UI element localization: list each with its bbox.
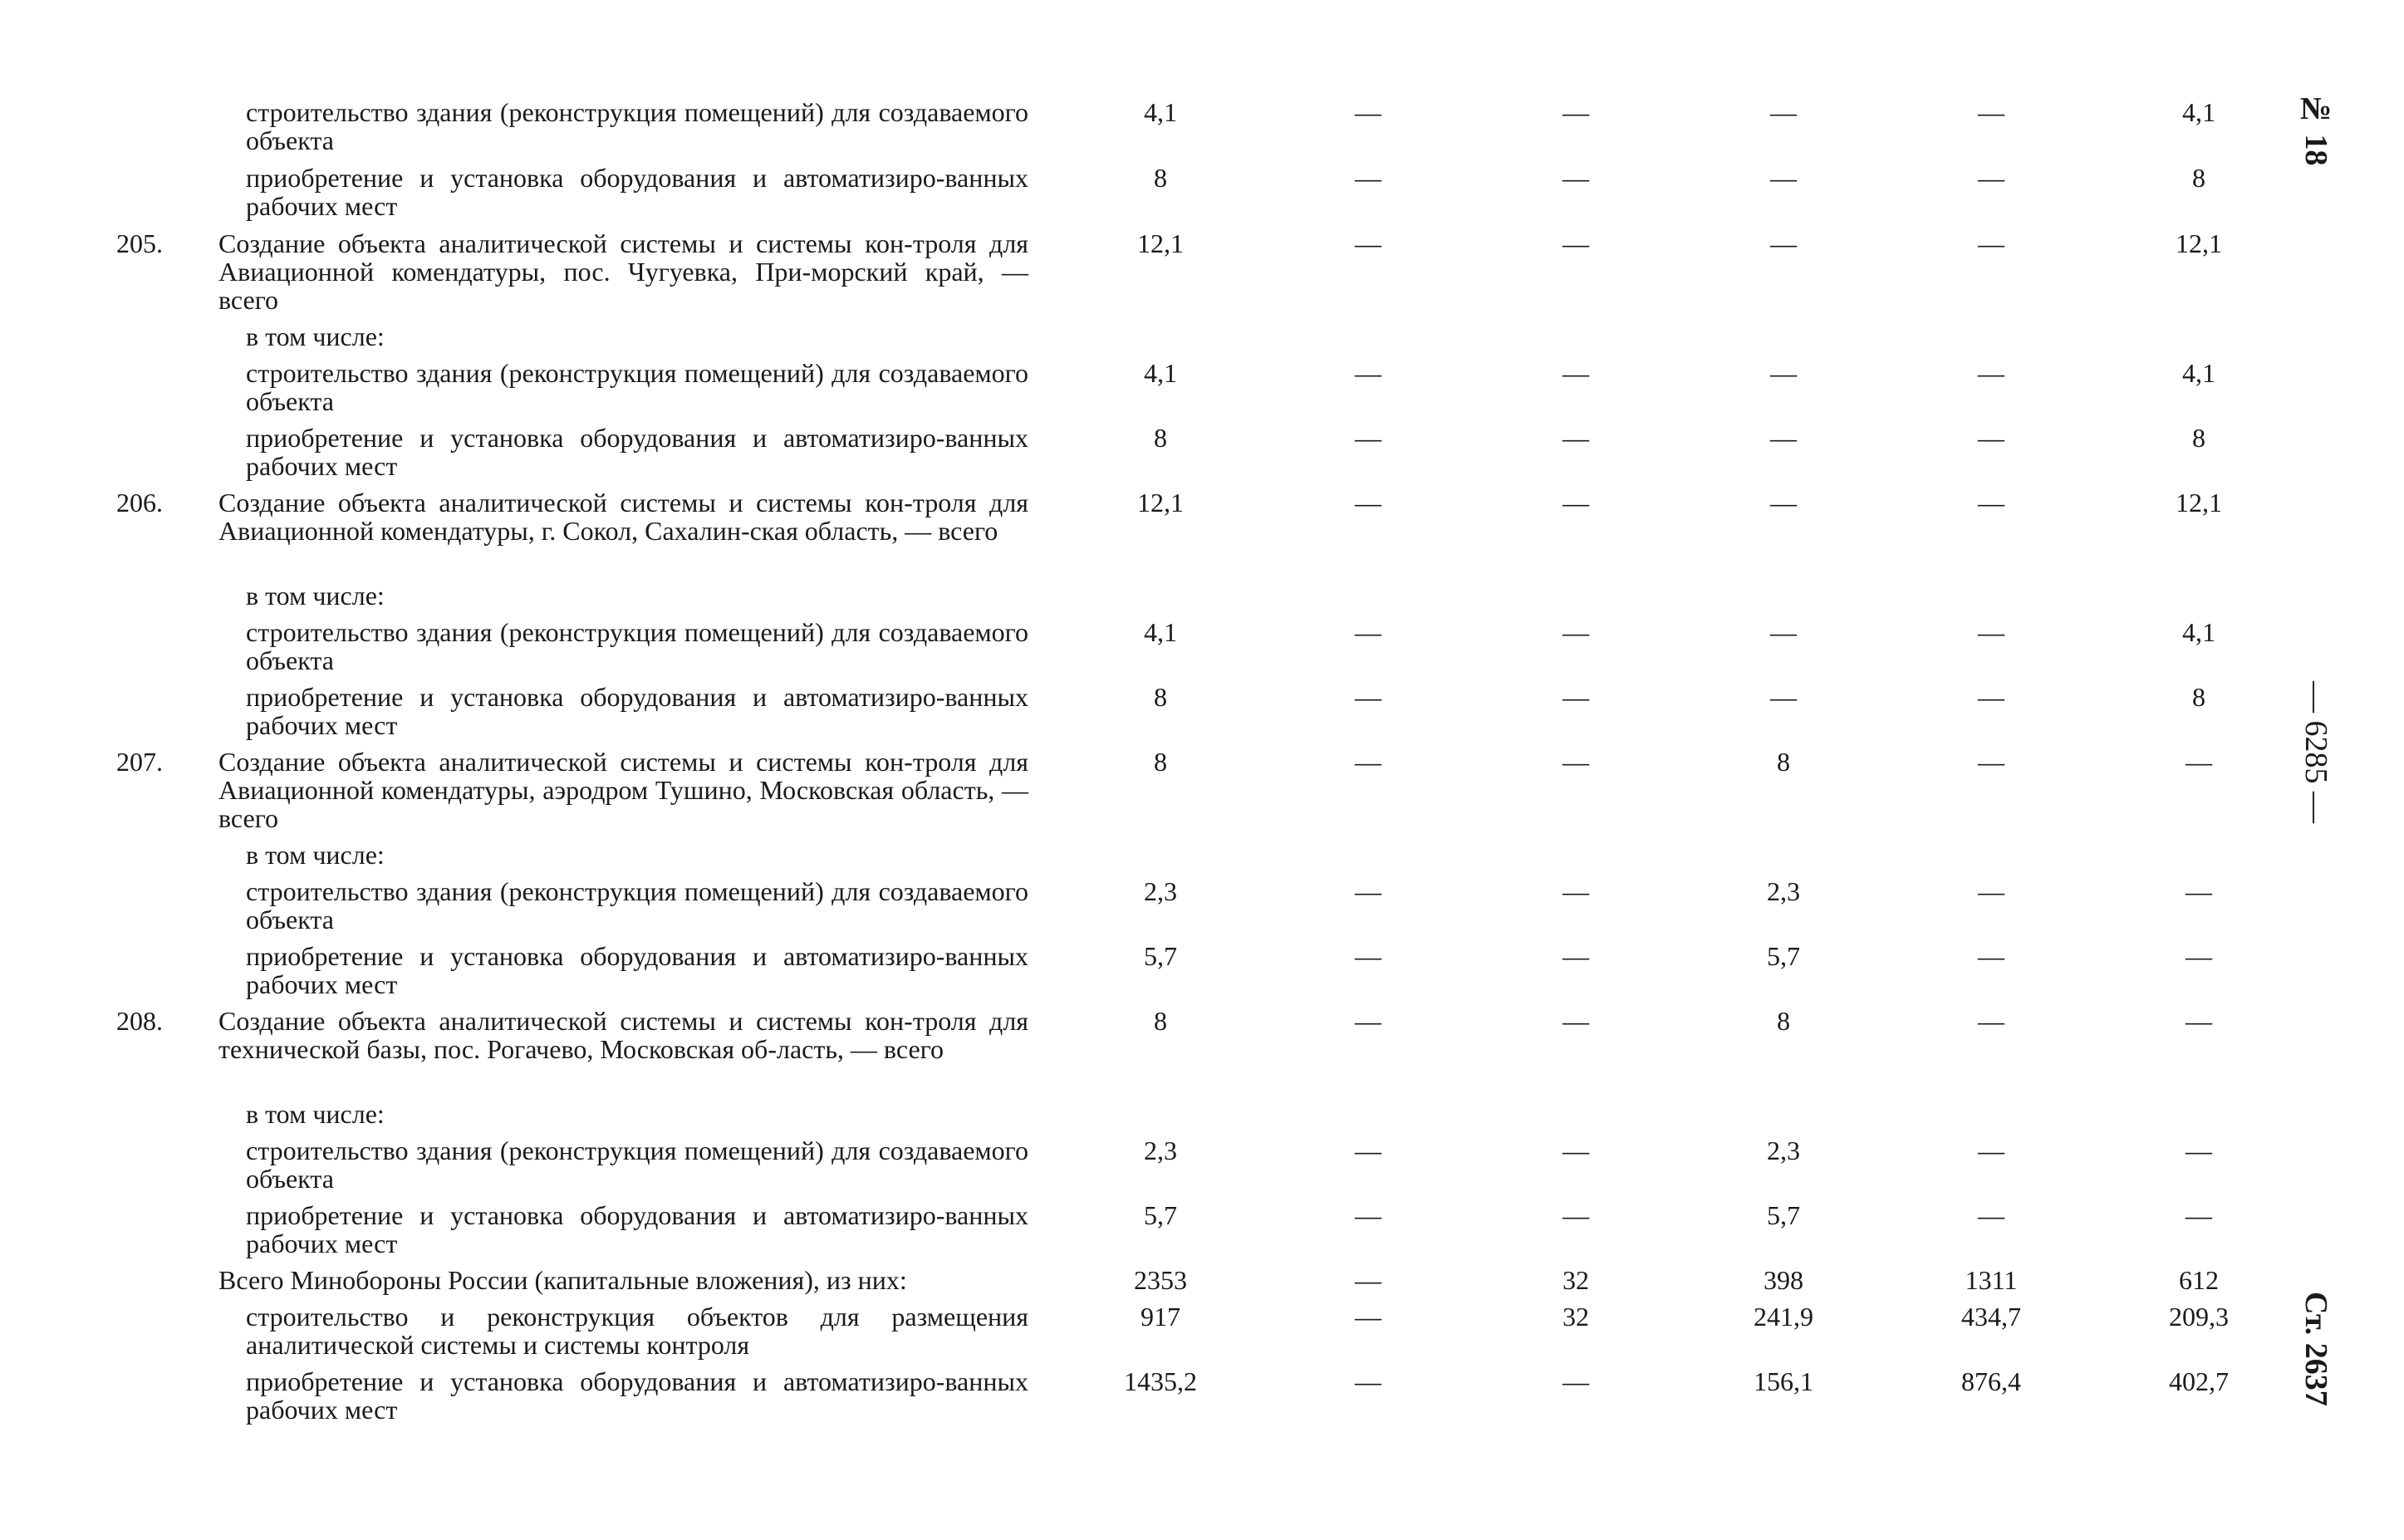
value-total: 8 <box>1154 163 1167 193</box>
value-col-5: 612 <box>2179 1265 2219 1295</box>
row-description: Создание объекта аналитической системы и системы кон-троля для Авиационной комендатуры, г. Сокол, Сахалин-ская область, — всего <box>218 488 1028 546</box>
row-description: строительство здания (реконструкция помещений) для создаваемого объекта <box>246 876 1028 934</box>
value-col-2: — <box>1563 1200 1589 1230</box>
value-col-4: — <box>1978 358 2004 388</box>
value-col-4: — <box>1978 97 2004 127</box>
value-total: 4,1 <box>1144 617 1177 647</box>
row-description: приобретение и установка оборудования и автоматизиро-ванных рабочих мест <box>246 163 1028 221</box>
article-number: Ст. 2637 <box>2299 1292 2333 1406</box>
value-col-2: — <box>1563 1135 1589 1165</box>
value-col-4: — <box>1978 1200 2004 1230</box>
value-col-3: 5,7 <box>1767 941 1800 971</box>
page-range: — 6285 — <box>2299 681 2333 823</box>
value-col-2: — <box>1563 163 1589 193</box>
value-col-4: — <box>1978 488 2004 517</box>
value-col-3: — <box>1770 617 1797 647</box>
value-col-1: — <box>1355 488 1381 517</box>
row-description: приобретение и установка оборудования и автоматизиро-ванных рабочих мест <box>246 941 1028 999</box>
value-total: 2353 <box>1134 1265 1187 1295</box>
value-col-3: — <box>1770 488 1797 517</box>
row-description: Всего Минобороны России (капитальные вложения), из них: <box>218 1265 907 1295</box>
value-col-1: — <box>1355 163 1381 193</box>
value-col-5: — <box>2186 876 2212 906</box>
value-total: 2,3 <box>1144 1135 1177 1165</box>
value-col-3: 8 <box>1777 747 1790 777</box>
row-description: в том числе: <box>246 581 385 611</box>
value-total: 8 <box>1154 747 1167 777</box>
row-description: строительство здания (реконструкция помещений) для создаваемого объекта <box>246 97 1028 155</box>
row-number: 206. <box>116 488 163 517</box>
value-col-5: — <box>2186 1135 2212 1165</box>
value-total: 1435,2 <box>1124 1366 1197 1396</box>
value-col-1: — <box>1355 1135 1381 1165</box>
value-col-2: — <box>1563 97 1589 127</box>
value-col-1: — <box>1355 876 1381 906</box>
row-number: 207. <box>116 747 163 777</box>
value-total: 12,1 <box>1137 228 1184 258</box>
row-description: приобретение и установка оборудования и автоматизиро-ванных рабочих мест <box>246 1200 1028 1258</box>
value-col-5: 209,3 <box>2169 1302 2229 1332</box>
value-col-2: — <box>1563 1006 1589 1036</box>
value-col-5: 12,1 <box>2176 488 2222 517</box>
value-col-1: — <box>1355 617 1381 647</box>
value-col-4: — <box>1978 747 2004 777</box>
value-col-2: — <box>1563 682 1589 712</box>
value-col-5: 4,1 <box>2182 358 2215 388</box>
value-col-4: — <box>1978 163 2004 193</box>
value-col-1: — <box>1355 1200 1381 1230</box>
value-col-5: — <box>2186 1200 2212 1230</box>
row-description: Создание объекта аналитической системы и системы кон-троля для Авиационной комендатуры, пос. Чугуевка, При-морский край, — всего <box>218 228 1028 315</box>
value-col-4: — <box>1978 876 2004 906</box>
row-description: приобретение и установка оборудования и автоматизиро-ванных рабочих мест <box>246 682 1028 740</box>
row-description: в том числе: <box>246 321 385 351</box>
value-col-5: 4,1 <box>2182 617 2215 647</box>
value-total: 4,1 <box>1144 97 1177 127</box>
value-col-2: — <box>1563 488 1589 517</box>
row-description: приобретение и установка оборудования и автоматизиро-ванных рабочих мест <box>246 423 1028 481</box>
value-col-3: 2,3 <box>1767 876 1800 906</box>
value-col-2: — <box>1563 876 1589 906</box>
value-col-2: — <box>1563 423 1589 453</box>
value-total: 5,7 <box>1144 1200 1177 1230</box>
value-col-3: — <box>1770 423 1797 453</box>
row-number: 208. <box>116 1006 163 1036</box>
value-col-3: 241,9 <box>1754 1302 1813 1332</box>
value-col-1: — <box>1355 1366 1381 1396</box>
value-total: 8 <box>1154 1006 1167 1036</box>
row-description: в том числе: <box>246 1099 385 1129</box>
value-col-3: — <box>1770 682 1797 712</box>
value-total: 917 <box>1141 1302 1180 1332</box>
value-col-1: — <box>1355 1302 1381 1332</box>
value-col-1: — <box>1355 97 1381 127</box>
value-col-3: 8 <box>1777 1006 1790 1036</box>
row-description: Создание объекта аналитической системы и системы кон-троля для технической базы, пос. Рогачево, Московская об-ласть, — всего <box>218 1006 1028 1064</box>
value-col-5: 402,7 <box>2169 1366 2229 1396</box>
value-col-5: 8 <box>2192 423 2205 453</box>
value-col-2: — <box>1563 1366 1589 1396</box>
row-description: Создание объекта аналитической системы и системы кон-троля для Авиационной комендатуры, аэродром Тушино, Московская область, — всего <box>218 747 1028 833</box>
issue-number: № 18 <box>2299 91 2333 166</box>
value-col-5: 12,1 <box>2176 228 2222 258</box>
value-col-2: 32 <box>1563 1302 1589 1332</box>
value-total: 2,3 <box>1144 876 1177 906</box>
row-description: строительство и реконструкция объектов для размещения аналитической системы и системы контроля <box>246 1302 1028 1360</box>
value-col-4: — <box>1978 228 2004 258</box>
value-col-4: 434,7 <box>1961 1302 2021 1332</box>
value-col-2: — <box>1563 747 1589 777</box>
value-col-4: — <box>1978 1006 2004 1036</box>
row-description: строительство здания (реконструкция помещений) для создаваемого объекта <box>246 1135 1028 1194</box>
value-col-5: — <box>2186 941 2212 971</box>
value-col-2: — <box>1563 358 1589 388</box>
value-col-1: — <box>1355 423 1381 453</box>
value-col-4: — <box>1978 423 2004 453</box>
row-description: строительство здания (реконструкция помещений) для создаваемого объекта <box>246 358 1028 416</box>
value-col-3: 5,7 <box>1767 1200 1800 1230</box>
value-col-5: 8 <box>2192 682 2205 712</box>
row-description: в том числе: <box>246 840 385 870</box>
value-col-1: — <box>1355 1006 1381 1036</box>
value-col-3: 156,1 <box>1754 1366 1813 1396</box>
value-col-3: — <box>1770 228 1797 258</box>
value-col-4: — <box>1978 941 2004 971</box>
value-total: 8 <box>1154 682 1167 712</box>
value-col-4: 876,4 <box>1961 1366 2021 1396</box>
value-col-2: — <box>1563 228 1589 258</box>
value-col-5: — <box>2186 747 2212 777</box>
row-number: 205. <box>116 228 163 258</box>
value-col-3: 398 <box>1764 1265 1803 1295</box>
value-col-2: — <box>1563 617 1589 647</box>
value-col-4: — <box>1978 1135 2004 1165</box>
value-col-4: — <box>1978 617 2004 647</box>
value-total: 5,7 <box>1144 941 1177 971</box>
value-col-3: — <box>1770 97 1797 127</box>
value-col-1: — <box>1355 1265 1381 1295</box>
value-total: 12,1 <box>1137 488 1184 517</box>
value-col-5: 8 <box>2192 163 2205 193</box>
value-col-1: — <box>1355 682 1381 712</box>
value-col-2: 32 <box>1563 1265 1589 1295</box>
value-col-3: — <box>1770 358 1797 388</box>
row-description: приобретение и установка оборудования и автоматизиро-ванных рабочих мест <box>246 1366 1028 1425</box>
value-col-5: 4,1 <box>2182 97 2215 127</box>
value-col-1: — <box>1355 747 1381 777</box>
value-col-1: — <box>1355 358 1381 388</box>
value-col-4: 1311 <box>1965 1265 2018 1295</box>
value-col-1: — <box>1355 941 1381 971</box>
value-col-3: — <box>1770 163 1797 193</box>
value-col-1: — <box>1355 228 1381 258</box>
value-col-4: — <box>1978 682 2004 712</box>
value-col-3: 2,3 <box>1767 1135 1800 1165</box>
value-col-2: — <box>1563 941 1589 971</box>
row-description: строительство здания (реконструкция помещений) для создаваемого объекта <box>246 617 1028 675</box>
value-total: 4,1 <box>1144 358 1177 388</box>
value-total: 8 <box>1154 423 1167 453</box>
value-col-5: — <box>2186 1006 2212 1036</box>
